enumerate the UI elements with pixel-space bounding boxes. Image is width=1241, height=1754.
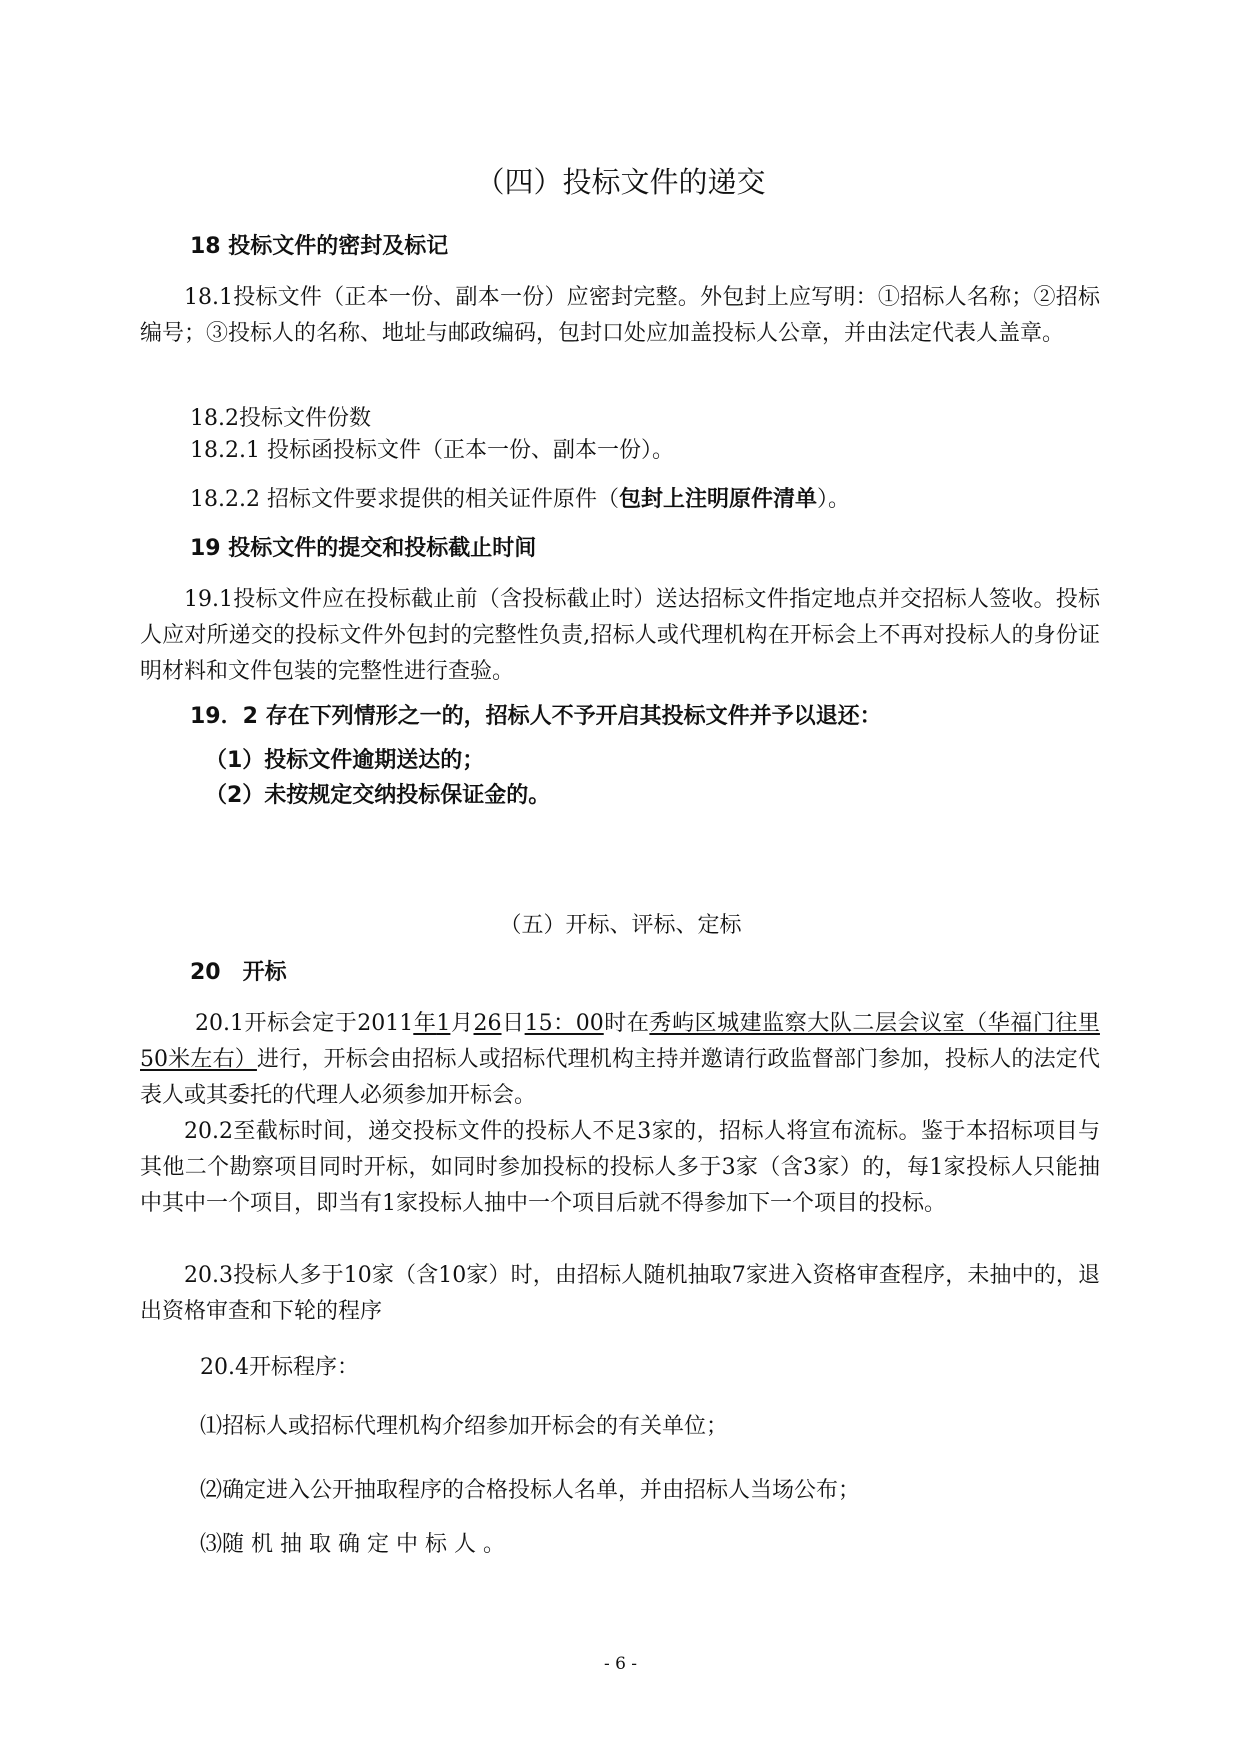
clause-18-2-2-bold: 包封上注明原件清单 <box>618 487 817 512</box>
clause-19-2-item-2: （2）未按规定交纳投标保证金的。 <box>205 783 551 808</box>
clause-18-heading: 18 投标文件的密封及标记 <box>190 234 449 259</box>
clause-19-1: 19.1投标文件应在投标截止前（含投标截止时）送达招标文件指定地点并交招标人签收。投标人应对所递交的投标文件外包封的完整性负责,招标人或代理机构在开标会上不再对投标人的身份证明材料和文件包装的完整性进行查验。 <box>140 587 1100 684</box>
clause-18-2: 18.2投标文件份数 <box>190 406 371 431</box>
page-number: - 6 - <box>603 1654 638 1674</box>
clause-20-1-year: 年 <box>413 1011 437 1036</box>
clause-20-1-month: 1 <box>436 1011 451 1036</box>
clause-20-3: 20.3投标人多于10家（含10家）时，由招标人随机抽取7家进入资格审查程序，未抽中的，退出资格审查和下轮的程序 <box>140 1263 1100 1324</box>
section-title-5: （五）开标、评标、定标 <box>499 913 742 938</box>
clause-18-2-2-text: 18.2.2 招标文件要求提供的相关证件原件（ <box>190 487 619 512</box>
clause-18-2-2 <box>190 485 850 515</box>
clause-20-4-step-1: ⑴招标人或招标代理机构介绍参加开标会的有关单位； <box>200 1414 729 1439</box>
clause-20-1 <box>140 1006 1100 1114</box>
clause-20-4-step-2: ⑵确定进入公开抽取程序的合格投标人名单，并由招标人当场公布； <box>200 1478 861 1503</box>
clause-18-2-1: 18.2.1 投标函投标文件（正本一份、副本一份）。 <box>190 438 674 463</box>
clause-19-2: 19．2 存在下列情形之一的，招标人不予开启其投标文件并予以退还： <box>190 704 882 729</box>
clause-20-1-day: 26 <box>473 1011 502 1036</box>
clause-20-4: 20.4开标程序： <box>200 1355 359 1380</box>
clause-20-4-step-3: ⑶随 机 抽 取 确 定 中 标 人 。 <box>200 1532 505 1557</box>
clause-19-2-item-1: （1）投标文件逾期送达的； <box>205 748 485 773</box>
clause-18-2-2-end: ）。 <box>817 487 851 512</box>
clause-20-1-rest: 进行，开标会由招标人或招标代理机构主持并邀请行政监督部门参加，投标人的法定代表人或其委托的代理人必须参加开标会。 <box>140 1047 1100 1108</box>
clause-20-1-month-unit: 月 <box>450 1011 474 1036</box>
clause-20-1-time: 15：00 <box>524 1011 604 1036</box>
clause-20-1-day-unit: 日 <box>501 1011 525 1036</box>
clause-20-1-text: 20.1开标会定于2011 <box>195 1011 414 1036</box>
clause-20-heading: 20 开标 <box>190 960 287 985</box>
clause-19-heading: 19 投标文件的提交和投标截止时间 <box>190 536 537 561</box>
clause-20-1-at: 时在 <box>603 1011 650 1036</box>
clause-18-1: 18.1投标文件（正本一份、副本一份）应密封完整。外包封上应写明：①招标人名称；②招标编号；③投标人的名称、地址与邮政编码，包封口处应加盖投标人公章，并由法定代表人盖章。 <box>140 285 1100 346</box>
clause-20-2: 20.2至截标时间，递交投标文件的投标人不足3家的，招标人将宣布流标。鉴于本招标项目与其他二个勘察项目同时开标，如同时参加投标的投标人多于3家（含3家）的，每1家投标人只能抽中其中一个项目，即当有1家投标人抽中一个项目后就不得参加下一个项目的投标。 <box>140 1119 1100 1216</box>
clause-20-1-place: 秀屿区城建监察大队二层会议室（华福门往里50米左右） <box>140 1011 1100 1072</box>
section-title-4: （四）投标文件的递交 <box>475 165 766 199</box>
